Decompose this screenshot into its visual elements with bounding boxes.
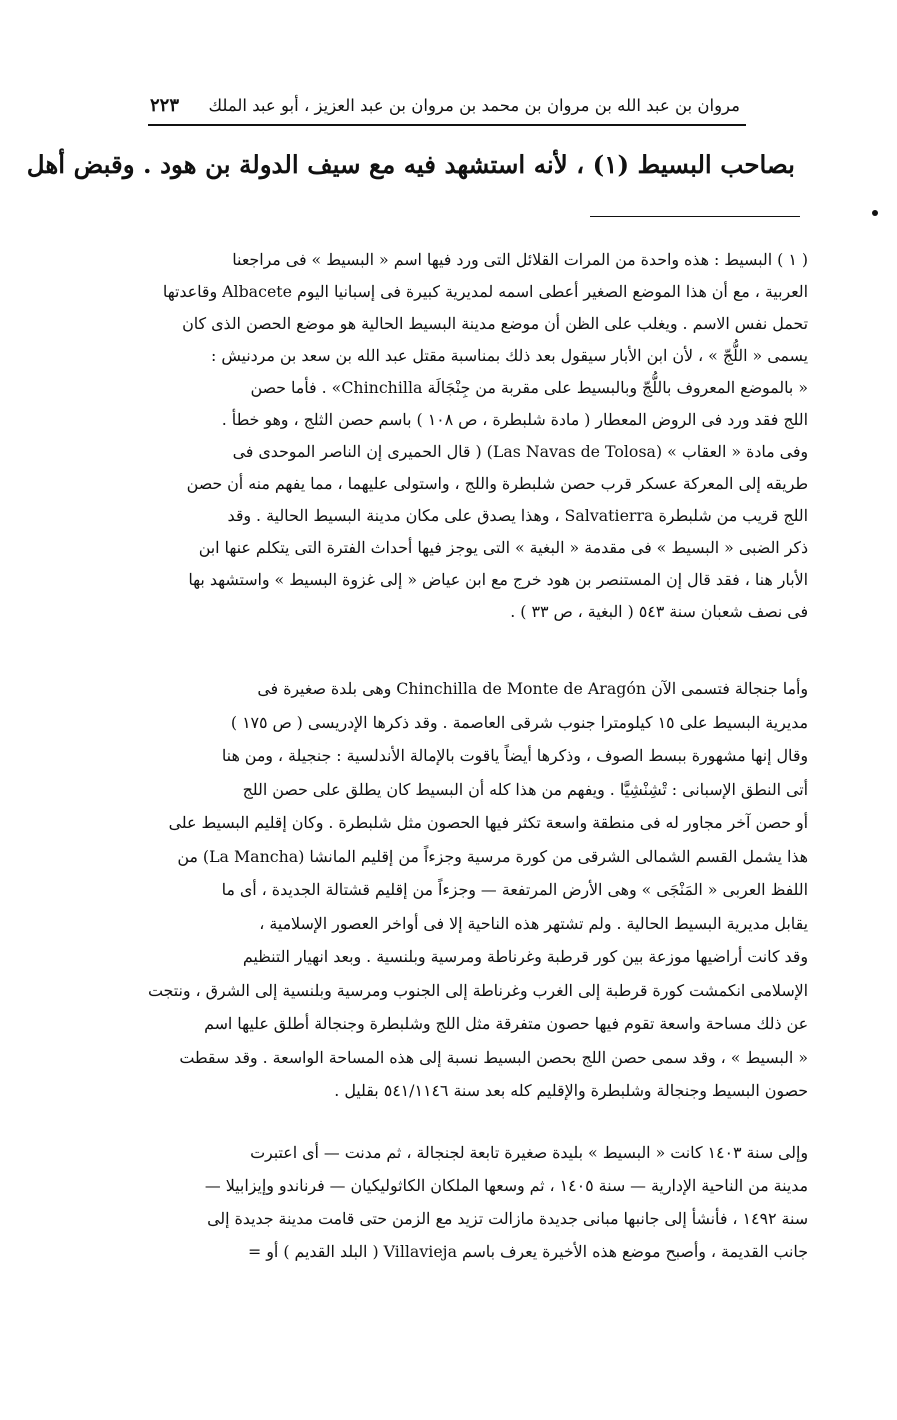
footnote-line: يسمى « اللُّجّ » ، لأن ابن الأبار سيقول بعد ذلك بمناسبة مقتل عبد الله بن سعد بن مردنيش : xyxy=(211,346,808,365)
running-title: مروان بن عبد الله بن مروان بن محمد بن مروان بن عبد العزيز ، أبو عبد الملك xyxy=(208,95,740,115)
footnote-separator xyxy=(590,216,800,217)
footnote-paragraph-1 xyxy=(138,244,808,628)
footnote-line: عن ذلك مساحة واسعة تقوم فيها حصون متفرقة مثل اللج وشلبطرة وجنجالة أطلق عليها اسم xyxy=(204,1014,808,1033)
footnote-line: طريقه إلى المعركة عسكر قرب حصن شلبطرة واللج ، واستولى عليهما ، مما يفهم منه أن حصن xyxy=(186,474,808,493)
footnote-line: وأما جنجالة فتسمى الآن Chinchilla de Monte de Aragón وهى بلدة صغيرة فى xyxy=(257,679,808,698)
footnote-paragraph-2 xyxy=(138,672,808,1108)
page-number: ٢٢٣ xyxy=(150,94,180,116)
footnote-line: وقال إنها مشهورة ببسط الصوف ، وذكرها أيضاً ياقوت بالإمالة الأندلسية : جنجيلة ، ومن هنا xyxy=(221,746,808,765)
footnote-line: ذكر الضبى « البسيط » فى مقدمة « البغية » التى يوجز فيها أحداث الفترة التى يتكلم عنها ابن xyxy=(198,538,808,557)
footnote-line: ( ١ ) البسيط : هذه واحدة من المرات القلائل التى ورد فيها اسم « البسيط » فى مراجعنا xyxy=(232,250,808,269)
footnote-line: مدينة من الناحية الإدارية — سنة ١٤٠٥ ، ثم وسعها الملكان الكاثوليكيان — فرناندو وإيزابيلا — xyxy=(204,1176,808,1195)
footnote-line: وفى مادة « العقاب » (Las Navas de Tolosa) ( قال الحميرى إن الناصر الموحدى فى xyxy=(232,442,808,461)
footnote-line: حصون البسيط وجنجالة وشلبطرة والإقليم كله بعد سنة ٥٤١/١١٤٦ بقليل . xyxy=(334,1081,808,1100)
footnote-line: أتى النطق الإسبانى : تْشِنْشِيَّا . ويفهم من هذا كله أن البسيط كان يطلق على حصن اللج xyxy=(242,779,808,799)
footnote-line: أو حصن آخر مجاور له فى منطقة واسعة تكثر فيها الحصون مثل شلبطرة . وكان إقليم البسيط على xyxy=(168,813,808,832)
footnote-line: الإسلامى انكمشت كورة قرطبة إلى الغرب وغرناطة إلى الجنوب ومرسية وبلنسية إلى الشرق ، ونتجت xyxy=(148,980,808,1000)
footnote-line: الأبار هنا ، فقد قال إن المستنصر بن هود خرج مع ابن عياض « إلى غزوة البسيط » واستشهد بها xyxy=(188,570,808,589)
footnote-line: العربية ، مع أن هذا الموضع الصغير أعطى اسمه لمديرية كبيرة فى إسبانيا اليوم Albacete وقاعدتها xyxy=(162,282,808,301)
footnote-line: هذا يشمل القسم الشمالى الشرقى من كورة مرسية وجزءاً من إقليم المانشا (La Mancha) من xyxy=(177,846,808,866)
margin-dot xyxy=(872,210,878,216)
footnote-line: وقد كانت أراضيها موزعة بين كور قرطبة وغرناطة ومرسية وبلنسية . وبعد انهيار التنظيم xyxy=(242,947,808,966)
footnote-line: اللج فقد ورد فى الروض المعطار ( مادة شلبطرة ، ص ١٠٨ ) باسم حصن الثلج ، وهو خطأ . xyxy=(221,410,808,429)
running-header xyxy=(150,88,740,122)
footnote-line: مديرية البسيط على ١٥ كيلومترا جنوب شرقى العاصمة . وقد ذكرها الإدريسى ( ص ١٧٥ ) xyxy=(230,712,808,732)
footnote-line: سنة ١٤٩٢ ، فأنشأ إلى جانبها مبانى جديدة مازالت تزيد مع الزمن حتى قامت مدينة جديدة إلى xyxy=(207,1209,808,1228)
footnote-line: جانب القديمة ، وأصبح موضع هذه الأخيرة يعرف باسم Villavieja ( البلد القديم ) أو = xyxy=(248,1242,808,1261)
footnote-line: وإلى سنة ١٤٠٣ كانت « البسيط » بليدة صغيرة تابعة لجنجالة ، ثم مدنت — أى اعتبرت xyxy=(250,1143,808,1162)
main-text-line: بصاحب البسيط (١) ، لأنه استشهد فيه مع سيف الدولة بن هود . وقبض أهل xyxy=(26,150,795,179)
footnote-line: « البسيط » ، وقد سمى حصن اللج بحصن البسيط نسبة إلى هذه المساحة الواسعة . وقد سقطت xyxy=(179,1047,808,1067)
footnote-paragraph-3 xyxy=(138,1136,808,1268)
header-rule xyxy=(148,124,746,126)
footnote-line: تحمل نفس الاسم . ويغلب على الظن أن موضع مدينة البسيط الحالية هو موضع الحصن الذى كان xyxy=(182,314,808,333)
footnote-line: اللج قريب من شلبطرة Salvatierra ، وهذا يصدق على مكان مدينة البسيط الحالية . وقد xyxy=(227,506,808,525)
footnote-line: فى نصف شعبان سنة ٥٤٣ ( البغية ، ص ٣٣ ) . xyxy=(510,602,808,621)
footnote-line: اللفظ العربى « المَنْجَى » وهى الأرض المرتفعة — وجزءاً من إقليم قشتالة الجديدة ، أى ما xyxy=(221,880,808,899)
footnote-line: « بالموضع المعروف باللُّجّ وبالبسيط على مقربة من جِنْجَالَة Chinchilla» . فأما حصن xyxy=(250,378,808,397)
footnote-line: يقابل مديرية البسيط الحالية . ولم تشتهر هذه الناحية إلا فى أواخر العصور الإسلامية ، xyxy=(259,913,808,933)
